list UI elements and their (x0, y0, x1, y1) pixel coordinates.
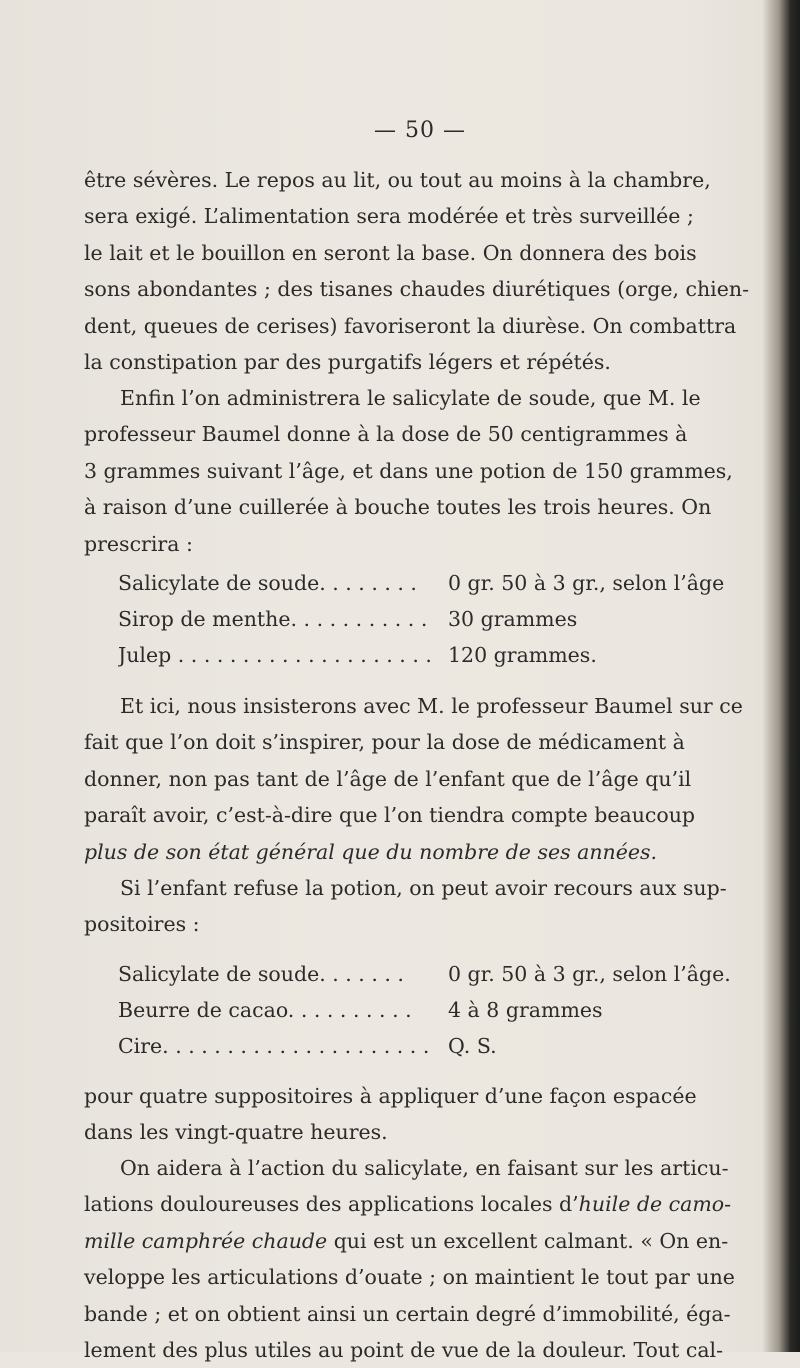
text-line: la constipation par des purgatifs légers et répétés. (84, 350, 611, 375)
emphasized-text: plus de son état général que du nombre de ses années. (84, 839, 658, 864)
text-line: Si l’enfant refuse la potion, on peut avoir recours aux sup- (120, 876, 727, 900)
paragraph-4 (84, 870, 774, 943)
text-line: Enfin l’on administrera le salicylate de soude, que M. le (120, 386, 701, 410)
text-line: veloppe les articulations d’ouate ; on maintient le tout par une (84, 1265, 735, 1290)
text-line: sera exigé. L’alimentation sera modérée et très surveillée ; (84, 204, 694, 229)
prescription-row (118, 637, 758, 673)
text-line: le lait et le bouillon en seront la base. On donnera des bois (84, 240, 697, 265)
text-line: Et ici, nous insisterons avec M. le professeur Baumel sur ce (120, 694, 743, 718)
prescription-row (118, 601, 758, 637)
prescription-row (118, 565, 758, 601)
emphasized-text: mille camphrée chaude (84, 1228, 328, 1253)
prescription-row (118, 956, 758, 992)
paragraph-2 (84, 380, 774, 562)
text-line: On aidera à l’action du salicylate, en faisant sur les articu- (120, 1156, 729, 1180)
prescription-potion (118, 565, 758, 673)
text-line: positoires : (84, 912, 200, 937)
emphasized-text: huile de camo- (578, 1192, 732, 1217)
prescription-row (118, 1028, 758, 1064)
ingredient-name: Beurre de cacao. . . . . . . . . . (118, 998, 412, 1022)
ingredient-quantity: 0 gr. 50 à 3 gr., selon l’âge (448, 571, 725, 595)
text-line: être sévères. Le repos au lit, ou tout au moins à la chambre, (84, 168, 711, 192)
text-line: fait que l’on doit s’inspirer, pour la dose de médicament à (84, 730, 685, 755)
text-line: pour quatre suppositoires à appliquer d’une façon espacée (84, 1084, 697, 1108)
ingredient-name: Sirop de menthe. . . . . . . . . . . (118, 607, 428, 631)
paragraph-6 (84, 1150, 774, 1368)
text-line: bande ; et on obtient ainsi un certain degré d’immobilité, éga- (84, 1301, 731, 1326)
ingredient-quantity: Q. S. (448, 1034, 497, 1058)
text-line: 3 grammes suivant l’âge, et dans une potion de 150 grammes, (84, 458, 733, 483)
paragraph-1 (84, 162, 774, 380)
text-line: lement des plus utiles au point de vue de la douleur. Tout cal- (84, 1338, 724, 1363)
text-line: sons abondantes ; des tisanes chaudes diurétiques (orge, chien- (84, 277, 749, 302)
ingredient-name: Salicylate de soude. . . . . . . . (118, 571, 417, 595)
ingredient-name: Cire. . . . . . . . . . . . . . . . . . . . . (118, 1034, 430, 1058)
paragraph-3 (84, 688, 774, 870)
text-line: professeur Baumel donne à la dose de 50 centigrammes à (84, 422, 688, 447)
text-line: dans les vingt-quatre heures. (84, 1120, 388, 1145)
ingredient-quantity: 120 grammes. (448, 643, 597, 667)
text-segment: lations douloureuses des applications locales d’ (84, 1192, 579, 1217)
prescription-suppositories (118, 956, 758, 1064)
prescription-row (118, 992, 758, 1028)
text-line: paraît avoir, c’est-à-dire que l’on tiendra compte beaucoup (84, 803, 696, 828)
page-number: — 50 — (374, 118, 466, 143)
text-line: prescrira : (84, 531, 193, 556)
ingredient-quantity: 30 grammes (448, 607, 578, 631)
ingredient-name: Julep . . . . . . . . . . . . . . . . . . . . (118, 643, 432, 667)
text-line: dent, queues de cerises) favoriseront la diurèse. On combattra (84, 313, 737, 338)
ingredient-quantity: 0 gr. 50 à 3 gr., selon l’âge. (448, 962, 731, 986)
text-line: donner, non pas tant de l’âge de l’enfant que de l’âge qu’il (84, 766, 692, 791)
text-segment: qui est un excellent calmant. « On en- (327, 1228, 729, 1253)
paragraph-5 (84, 1078, 774, 1151)
ingredient-quantity: 4 à 8 grammes (448, 998, 603, 1022)
text-line: à raison d’une cuillerée à bouche toutes les trois heures. On (84, 495, 712, 520)
ingredient-name: Salicylate de soude. . . . . . . (118, 962, 404, 986)
